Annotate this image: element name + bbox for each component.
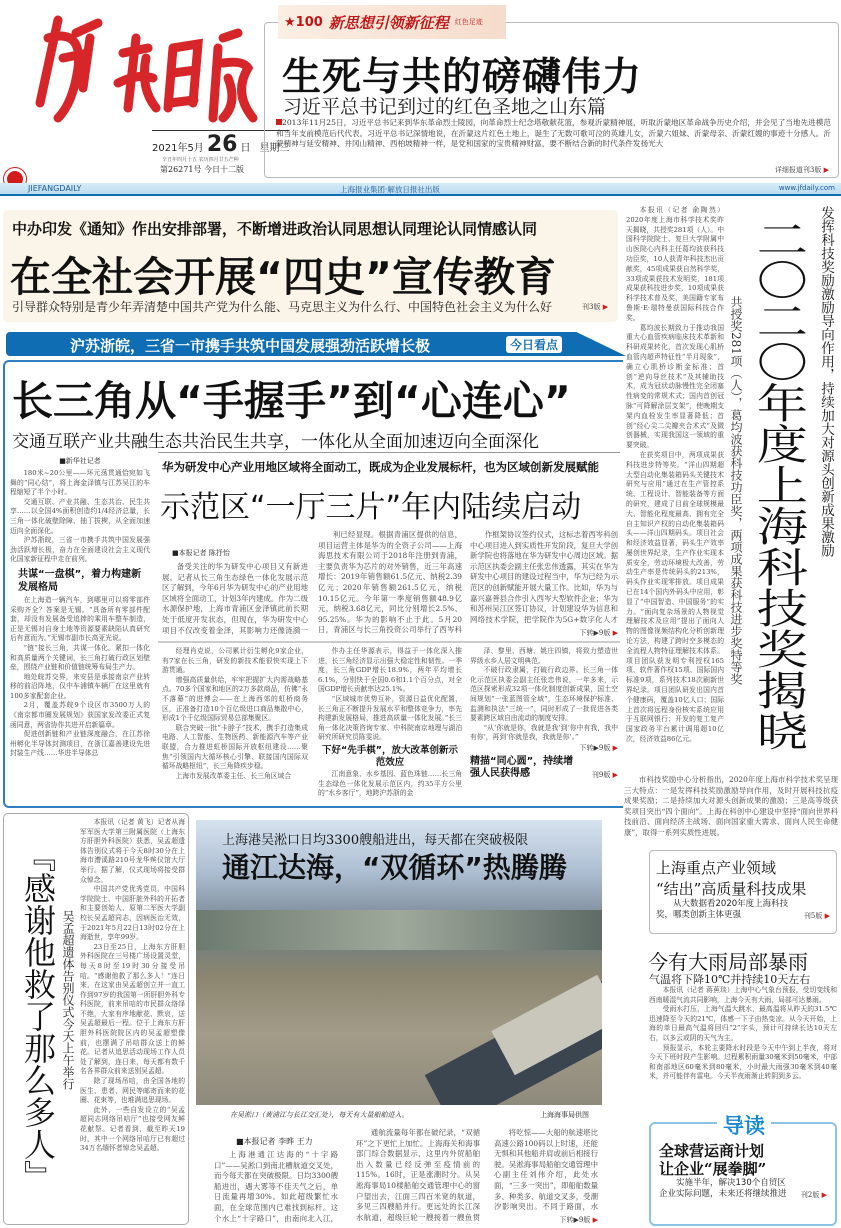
top-headline[interactable]: 生死与共的磅礴伟力 bbox=[282, 54, 643, 100]
photo-credit: 上海海事局供图 bbox=[540, 1111, 589, 1119]
brand-strip bbox=[0, 183, 841, 196]
promo-same-circle[interactable]: 精描“同心圆”，持续增强人民获得感 bbox=[470, 755, 574, 779]
weather-headline[interactable]: 今有大雨局部暴雨 bbox=[648, 950, 808, 974]
banner-title: 新思想引领新征程 bbox=[328, 13, 449, 32]
port-col-3: 将吃惊——大船的航速堪比高速公路100码以上时速，还能无惧和其他船并肩或前后相接行驶。吴淞海事局船舶交通管理中心副主任刘伟介绍，此处水面，“三多一突出”，即船舶数量多、种类多、航道交叉多，受潮汐影响突出。不同于路面，水 bbox=[494, 1128, 598, 1212]
four-history-headline[interactable]: 在全社会开展“四史”宣传教育 bbox=[10, 253, 556, 301]
weather-body: 本报讯（记者 蒋蕉琰）上海中心气象台预报，受切变线和西南暖湿气流共同影响，上海今天有大雨，局部可达暴雨。 受雨水打压，上海气温大跳水，最高温将从昨天的31.5℃迅速降至今天的21℃，体感一下子由热变凉。从今天开始，上海的单日最高气温将回归“2”字头，预计可持续长达10天左右，以多云或阴的天气为主。 预报显示，本轮主要降水时段是今天中午到上半夜，将对今天下班时段产生影响。过程累积雨量30毫米到50毫米，中部和南部地区60毫米到80毫米，小时最大雨强30毫米到40毫米，并可能伴有雷电。今天半夜雨渐止转阴到多云。 bbox=[649, 986, 837, 1081]
science-body-2: 市科技奖励中心分析指出，2020年度上海市科学技术奖呈现三大特点：一是发挥科技奖励激励导向作用，及时开展科技抗疫成果奖励；二是持续加大对源头创新成果的激励；三是高等级获奖项目突出“四个面向”。上海在科创中心建设中坚持“面向世界科技前沿、面向经济主战场、面向国家重大需求、面向人民生命健康”，取得一系列实质性进展。 bbox=[624, 775, 838, 837]
paragraph: 在上海造一辆汽车，到哪里可以将零部件采购齐全？答案是无锡。“具备所有零部件配套，却没有发展备受追捧的乘用车整车制造，正是无锡对自身土地等资源要素缺陷认真研究后有意而为。”无锡市副市长高亚光说。 bbox=[10, 595, 150, 643]
port-col-1: 上海港通江达海的“十字路口”——吴淞口到南北槽航道交叉处，而今每天都在突破极限。日均3300艘船进出，遇大雾等不佳天气之后，单日流量再增30%。如此超级繁忙水面，在全球范围内已难找到标杆。这个水上“十字路口”，由南向北入江， bbox=[214, 1150, 338, 1223]
huawei-col-2: 利已经显现。根据青浦区提供的信息，项目运营主体是华为的全资子公司——上海海思技术有限公司于2018年注册到青浦，主要负责华为芯片的对外销售，近三年高速增长：2019年销售额61.5亿元、纳税2.39亿元；2020年销售额261.5亿元，纳税10.15亿元。今年第一季度销售额48.9亿元，纳税3.68亿元，同比分别增长2.5%、95.25%。华为的影响不止于此。5月20日，青浦区与长三角投资公司举行了西岑科 bbox=[318, 530, 462, 635]
paragraph: 地处皖苏交界，来安县是承接南京产业转移的前沿阵地，仅中车浦镇车辆厂在这里就有100多家配套企业。 bbox=[10, 672, 150, 700]
date-day: 26 bbox=[206, 132, 238, 157]
wu-subhead: 吴孟超遗体告别仪式今天上午举行 bbox=[61, 910, 75, 1090]
guide-subhead: 实施半年，解决130个自贸区企业实际问题，未来还将继续推进 bbox=[659, 1178, 787, 1199]
huawei-more[interactable]: 下转▶9版 ▶ bbox=[560, 628, 618, 638]
publisher: 上海报业集团·解放日报社出版 bbox=[340, 185, 440, 194]
yrd-banner-text: 沪苏浙皖，三省一市携手共筑中国发展强劲活跃增长极 bbox=[70, 337, 431, 355]
section-subhead: 下好“先手棋”，放大改革创新示范效应 bbox=[322, 744, 458, 768]
industry-subhead: 从大数据看2020年度上海科技奖，哪类创新主体更强 bbox=[656, 899, 789, 920]
port-kicker: 上海港吴淞口日均3300艘船进出，每天都在突破极限 bbox=[222, 833, 529, 848]
paragraph: 交通互联、产业共融、生态共治、民生共享……以全国4%面积创造约1/4经济总量，长三角一体化破壁除障、抽丁拔楔，从全面加速迈向全面深化。 bbox=[10, 497, 150, 535]
huawei-col-3: 作框架协议签约仪式，这标志着西岑科创中心项目进入到实质性开发阶段，复旦大学创新学院也将落地在华为研发中心周边区域。据示范区执委会副主任张忠伟透露，其实在华为研发中心项目的建设过程当中，华为已经为示范区的创新赋能开展大量工作。比如，华为与嘉兴嘉善县合作引入西岑大型软件企业；华为和苏州吴江区签订协议，计划建设华为信息和网络技术学院，把学院作为5G+数字化人才 bbox=[470, 530, 618, 624]
paragraph: “链”接长三角，共谋一体化。紧扣一体化和高质量两个关键词，长三角打破行政区划壁垒，围绕产业链和价值链统筹布局生产力。 bbox=[10, 643, 150, 672]
yrd-subhead: 交通互联产业共融生态共治民生共享，一体化从全面加速迈向全面深化 bbox=[12, 432, 539, 452]
red-footprint-banner bbox=[278, 5, 506, 39]
science-body: 本报讯（记者 俞陶然）2020年度上海市科学技术奖昨天揭晓，共授奖281项（人）。中国科学院院士、复旦大学附属中山医院心内科主任葛均波获科技功臣奖，10人获青年科技杰出贡献奖，45项成果获自然科学奖，33项成果获技术发明奖，181项成果获科技进步奖，10项成果获科学技术普及奖，美国籍专家布鲁斯·E·瑞特曼获国际科技合作奖。 葛均波长期致力于推动我国重大心血管疾病临床技术革新和科研成果转化，首次发现心肌桥血管内超声特征性“半月现象”，确立心肌桥诊断金标准；首创“逆向导丝技术”及其辅助技术，成为冠状动脉慢性完全闭塞性病变的常规术式；国内首创冠脉“可降解涂层支架”，使晚期支架内血栓发生率显著降低；首创“经心尖二尖瓣夹合术式”及微创器械，实现我国这一领域的重要突破。 在获奖项目中，两项成果获科技进步特等奖。“洋山四期超大型自动化集装箱码头关键技术研究与应用”通过在生产管控系统、工程设计、智能装备等方面的研究，建成了目前全球规模最大、智能化程度最高、拥有完全自主知识产权的自动化集装箱码头——洋山四期码头。项目社会和经济效益显著，码头生产效率屡创世界纪录，生产作业实现本质安全，劳动环境极大改善，劳动生产率是传统码头的213%，码头作业实现零排放。项目成果已在14个国内外码头中应用，彰显了“中国智造、中国服务”的实力。“面向复杂场景的人物视觉理解技术及应用”提出了面向人物的图像视频结构化分析创新理论方法，构建了跨时空多模态的全流程人物特征理解技术体系。项目团队获发明专利授权165项、软件著作权15项、国际国内标准9项，系列技术18次刷新世界纪录。项目团队研发出国内首个健康码，覆盖10亿人口；国际上首次将远程身份核实系统应用于互联网银行；开发的复工复产国家政务平台累计调用超10亿次，经济效益86亿元。 bbox=[626, 206, 724, 744]
promo-more[interactable]: 刊9版 ▶ bbox=[592, 770, 618, 780]
guide-box[interactable] bbox=[649, 1114, 837, 1226]
industry-headline: 上海重点产业领域 bbox=[656, 859, 777, 877]
huawei-headline[interactable]: 示范区“一厅三片”年内陆续启动 bbox=[160, 490, 582, 525]
four-history-more[interactable]: 刊3版 ▶ bbox=[582, 302, 608, 312]
science-headline[interactable]: 二〇二〇年度上海科技奖揭晓 bbox=[748, 218, 808, 751]
logo-calligraphy-icon bbox=[28, 8, 258, 128]
guide-title: 导读 bbox=[717, 1110, 771, 1140]
industry-headline: “结出”高质量科技成果 bbox=[656, 880, 807, 898]
port-more[interactable]: 下转▶9版 ▶ bbox=[550, 1215, 598, 1225]
guide-more[interactable]: 刊2版 ▶ bbox=[659, 1190, 827, 1200]
wu-headline[interactable]: 『感谢他救了那么多人』 bbox=[19, 840, 57, 1192]
weather-subhead: 气温将下降10℃并持续10天左右 bbox=[649, 973, 811, 986]
yrd-headline[interactable]: 长三角从“手握手”到“心连心” bbox=[12, 377, 571, 425]
four-history-kicker: 中办印发《通知》作出安排部署，不断增进政治认同思想认同理论认同情感认同 bbox=[12, 220, 538, 238]
yrd-left-column bbox=[10, 456, 150, 759]
issue-number: 第26271号 今日十二版 bbox=[160, 165, 244, 174]
yrd-col-4: 泽、黎里、西塘、姚庄四镇，将致力塑造世界级水乡人居文明典范。 不破行政隶属，打破行政边界。长三角一体化示范区执委会副主任张忠伟说，一年多来，示范区探索形成32项一体化制度创新成果，国土空间规划“一张蓝图管全域”，生态环境保护标准、监测和执法“三统一”，同时形成了一批促进各类要素跨区域自由流动的制度安排。 “从‘你就是你，我就是我’到‘你中有我，我中有你’，再到‘你就是我，我就是你’。” 下转▶9版 ▶ 精描“同心圆”，持续增强人民获得感 刊9版 ▶ bbox=[470, 647, 618, 780]
masthead-logo bbox=[28, 8, 258, 128]
four-history-subhead: 引导群众特别是青少年弄清楚中国共产党为什么能、马克思主义为什么行、中国特色社会主义为什么好 bbox=[12, 300, 553, 314]
top-more-link[interactable]: 详细报道刊3版 ▶ bbox=[775, 165, 829, 175]
yrd-col-3: 作办主任华源表示，得益于一体化深入推进，长三角经济显示出强大稳定性和韧性。一季度，长三角GDP增长18.9%，两年平均增长6.1%，分别快于全国0.6和1.1个百分点，对全国GDP增长贡献率达25.1%。 “区域城市优势互补，资源日益优化配置，长三角正不断提升发展水平和整体竞争力，率先构建新发展格局，推进高质量一体化发展。”长三角一体化决策咨询专家、中科院南京地理与湖泊研究所研究员陈雯说。 下好“先手棋”，放大改革创新示范效应 江南意象、水乡基因、蓝色珠链……长三角生态绿色一体化发展示范区内，约35平方公里的“水乡客厅”，地跨沪苏浙的金 bbox=[318, 647, 462, 798]
section-subhead: 共谋“一盘棋”，着力构建新发展格局 bbox=[18, 568, 142, 593]
divider bbox=[158, 452, 620, 453]
today-highlight-badge: 今日看点 bbox=[506, 336, 562, 353]
party-100-emblem-icon: ★100 bbox=[284, 14, 323, 30]
science-kicker: 发挥科技奖励激励导向作用，持续加大对源头创新成果激励 bbox=[818, 206, 834, 557]
byline: ■新华社记者 bbox=[59, 457, 101, 465]
yrd-more[interactable]: 下转▶9版 ▶ bbox=[470, 743, 618, 753]
industry-more[interactable]: 刊5版 ▶ bbox=[656, 911, 830, 921]
wu-body: 本报讯（记者 黄飞）记者从海军军医大学第三附属医院（上海东方肝胆外科医院）获悉，吴孟超遗体告别仪式将于今天8时30分在上海市漕溪路210号龙华殡仪馆大厅举行。据了解，仪式现场将接受群众悼念。 中国共产党优秀党员、中国科学院院士、中国肝脏外科的开拓者和主要创始人、原第二军医大学副校长吴孟超同志，因病医治无效，于2021年5月22日13时02分在上海逝世，享年99岁。 23日至25日，上海东方肝胆外科医院在三号楼广场设置灵堂，每天8时至19时30分接受吊唁。“感谢他救了那么多人！”连日来，在这家由吴孟超创立并一直工作到97岁的我国第一所肝胆外科专科医院，前来吊唁的市民群众络绎不绝，大家有序地献花、默哀，送吴孟超最后一程。位于上海东方肝胆外科医院院区内的吴孟超塑像前，也摆满了吊唁群众送上的鲜花。记者从追思活动现场工作人员处了解到，连日来，每天都有数千名各界群众前来送别吴孟超。 除了现场吊唁，由全国各地的医生、患者、网民等邮寄而来的花圈、花束等，也堆满追思现场。 此外，一些自发设立的“吴孟超同志网络吊唁厅”也接受网友鲜花献祭。记者看到，截至昨天19时，其中一个网络吊唁厅已有超过34万名缅怀者悼念吴孟超。 bbox=[80, 818, 185, 1153]
science-subhead: 共授奖281项（人），葛均波获科技功臣奖，两项成果获科技进步奖特等奖 bbox=[729, 296, 743, 685]
guide-headline: 全球营运商计划 bbox=[659, 1142, 765, 1160]
banner-tag: 红色足迹 bbox=[454, 18, 483, 26]
huawei-col-1: 备受关注的华为研发中心项目又有新进展。记者从长三角生态绿色一体化发展示范区了解到，今年6月华为研发中心的产业用地区域将全面动工，计划3年内建成。作为二级水源保护地，上海市青浦区金泽镇此前长期处于低度开发状态，但现在，华为研发中心项目不仅改变着金泽，其影响力还像涟漪一 bbox=[162, 562, 308, 635]
date-suffix: 日 bbox=[240, 143, 251, 154]
industry-box[interactable] bbox=[649, 850, 837, 934]
top-subhead: 习近平总书记到过的红色圣地之山东篇 bbox=[283, 96, 607, 118]
paragraph: 促进创新链和产业链深度融合，在江苏徐州孵化半导体封测项目，在浙江嘉善建设先进封装生产线……华进半导体总 bbox=[10, 730, 150, 758]
huawei-byline: ■本报记者 陈抒怡 bbox=[172, 549, 230, 557]
date-month: 2021年5月 bbox=[152, 143, 204, 154]
paragraph: 180米~20公里——环元荡贯通恰宛如飞舞的“同心结”，将上海金泽镇与江苏吴江的车程缩短了半个小时。 bbox=[10, 469, 150, 497]
paragraph: 2月，覆盖苏皖9个设区市3500万人的《南京都市圈发展规划》获国家发改委正式复函同意，两省协作共进开启新篇章。 bbox=[10, 701, 150, 729]
top-body: 2013年11月25日，习近平总书记来到华东革命烈士陵园，向革命烈士纪念塔敬献花篮，参观沂蒙精神展，听取沂蒙地区革命战争历史介绍，并会见了当地先进模范和当年支前模范后代代表。习近平总书记深情地说，在沂蒙这片红色土地上，诞生了无数可歌可泣的英雄儿女，沂蒙六姐妹、沂蒙母亲、沂蒙红嫂的事迹十分感人。沂蒙精神与延安精神、井冈山精神、西柏坡精神一样，是党和国家的宝贵精神财富，要不断结合新的时代条件发扬光大 bbox=[276, 118, 831, 149]
huawei-kicker: 华为研发中心产业用地区域将全面动工，既成为企业发展标杆，也为区域创新发展赋能 bbox=[162, 460, 599, 474]
port-col-2: 通航流量每年都在破纪录，“双循环”之下更忙上加忙。上海海关和海事部门综合数据显示，这里内外贸船舶出入数量已经反弹至疫情前的115%。16时，正是涨潮时分。从吴淞海事局10楼船舶交通管理中心的窗户望出去，江面三四百米宽的航道，多见三四艘船并行。更远处的长江深水航道，超级巨轮一艘接着一艘鱼贯 bbox=[356, 1128, 480, 1222]
port-byline: ■本报记者 李晔 王力 bbox=[236, 1137, 313, 1146]
guide-headline: 让企业“展拳脚” bbox=[659, 1160, 767, 1178]
divider bbox=[158, 641, 620, 643]
paragraph: 沪苏浙皖，三省一市携手共筑中国发展强劲活跃增长极，奋力在全面建设社会主义现代化国家新征程中走在前列。 bbox=[10, 536, 150, 564]
yrd-col-2: 经理肖克说，公司累计衍生孵化9家企业，有7家在长三角，研发的新技术能很快实现上下游贯通。 增强高质量供给，牢牢把握扩大内需战略基点。70多个国家和地区的2万多款商品，仿佛“永不落幕”的进博会——在上海西郊的虹桥商务区，正准备打造10个百亿级进口商品集散中心，形成1个千亿级国际贸易总部集聚区。 联合突破一批“卡脖子”技术，携手打造集成电路、人工智能、生物医药、新能源汽车等产业联盟，合力推进虹桥国际开放枢纽建设……聚焦“引领国内大循环核心引擎、联接国内国际双循环战略枢纽”，长三角降疾步稳。 上海市发展改革委主任、长三角区域合 bbox=[162, 647, 308, 780]
port-headline[interactable]: 通江达海，“双循环”热腾腾 bbox=[222, 851, 567, 884]
lunar-date: 辛丑年四月十五 农历四月廿五芒种 bbox=[162, 157, 239, 163]
brand-english: JIEFANGDAILY bbox=[28, 184, 82, 193]
photo-caption: 在吴淞口（黄浦江与长江交汇处），每天有大量船舶进入。 bbox=[230, 1111, 409, 1119]
website-link[interactable]: www.jfdaily.com bbox=[778, 184, 835, 192]
weekday: 星期三 bbox=[259, 143, 290, 154]
